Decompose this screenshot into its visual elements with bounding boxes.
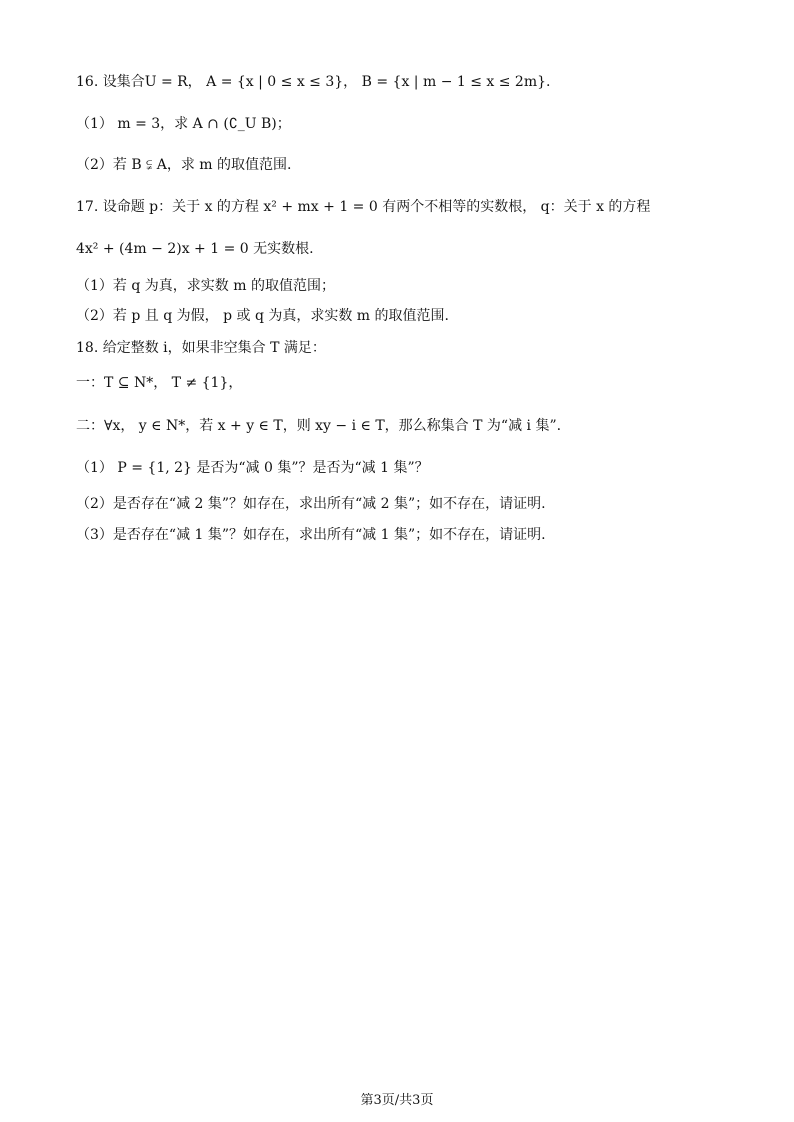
- problem-16-question-2: （2）若 B ⫋ A，求 m 的取值范围.: [76, 157, 292, 173]
- problem-18-condition-2: 二：∀x， y ∈ N*，若 x + y ∈ T，则 xy − i ∈ T，那么称集合 T 为“减 i 集”.: [76, 418, 562, 434]
- problem-17-stem-line-2: 4x² + (4m − 2)x + 1 = 0 无实数根.: [76, 241, 314, 257]
- problem-18-condition-1: 一：T ⊆ N*， T ≠ {1}，: [76, 375, 243, 391]
- problem-17-question-1: （1）若 q 为真，求实数 m 的取值范围；: [76, 278, 335, 294]
- problem-16-question-1: （1） m = 3，求 A ∩ (∁_U B)；: [76, 116, 291, 132]
- problem-18-question-2: （2）是否存在“减 2 集”？如存在，求出所有“减 2 集”；如不存在，请证明.: [76, 496, 546, 512]
- problem-17-question-2: （2）若 p 且 q 为假， p 或 q 为真，求实数 m 的取值范围.: [76, 308, 449, 324]
- page-footer: 第3页/共3页: [360, 1093, 434, 1108]
- problem-18-question-3: （3）是否存在“减 1 集”？如存在，求出所有“减 1 集”；如不存在，请证明.: [76, 527, 546, 543]
- problem-18-question-1: （1） P = {1, 2} 是否为“减 0 集”？是否为“减 1 集”？: [76, 460, 429, 476]
- problem-17-stem-line-1: 17. 设命题 p：关于 x 的方程 x² + mx + 1 = 0 有两个不相等的实数根， q：关于 x 的方程: [76, 199, 651, 215]
- problem-16-stem: 16. 设集合U = R， A = {x | 0 ≤ x ≤ 3}， B = {x | m − 1 ≤ x ≤ 2m}.: [76, 74, 551, 90]
- problem-18-stem: 18. 给定整数 i，如果非空集合 T 满足：: [76, 340, 326, 356]
